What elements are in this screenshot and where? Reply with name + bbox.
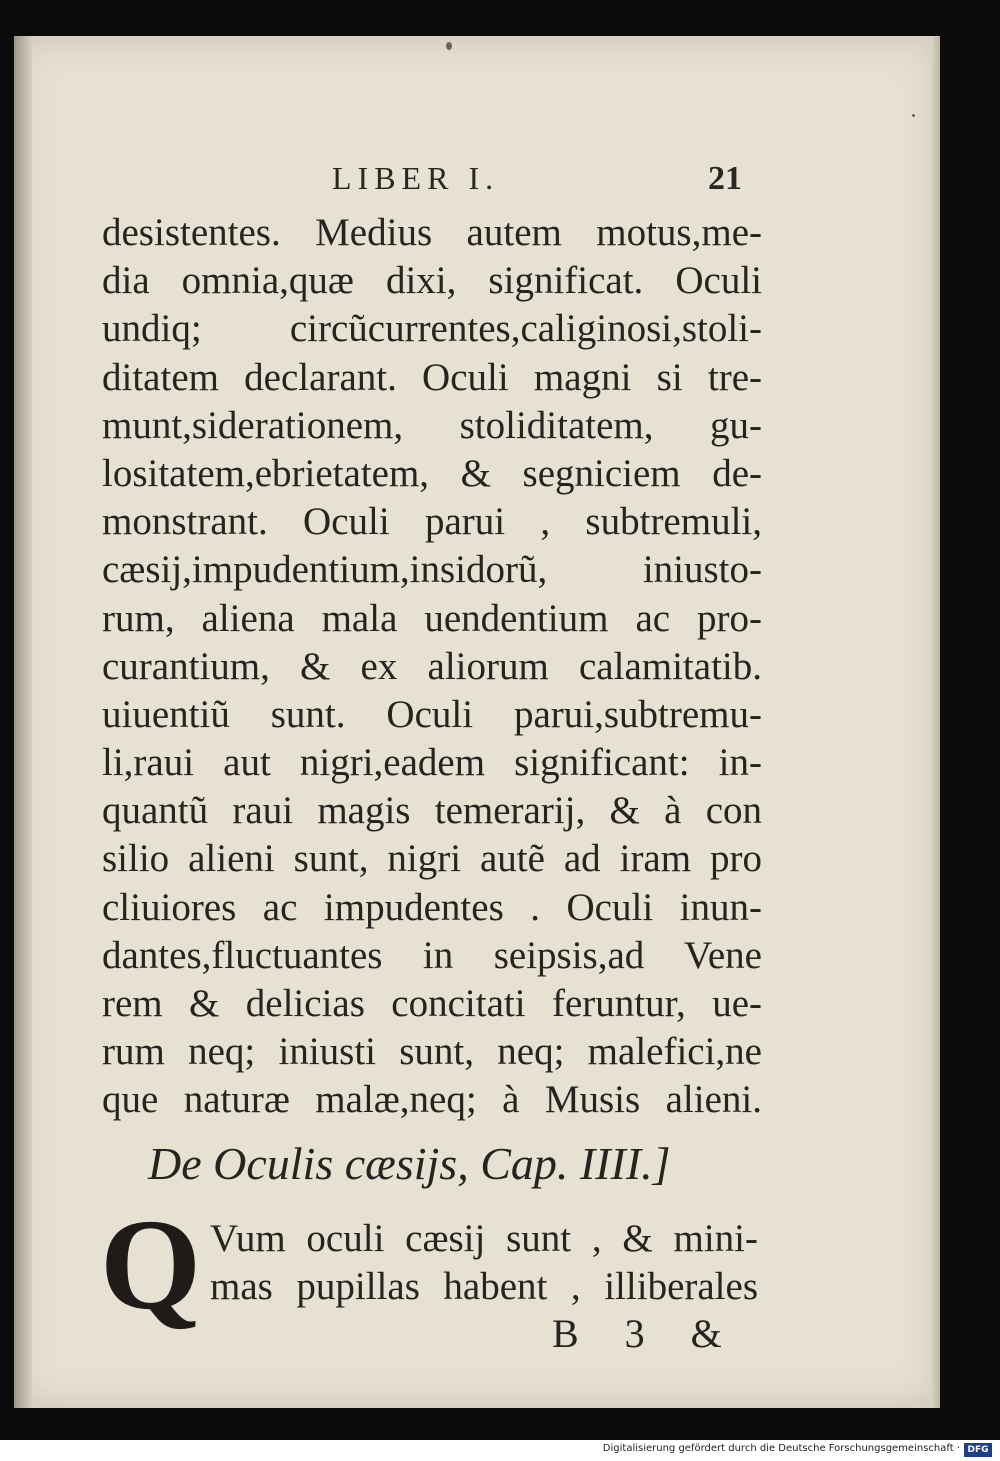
text-line: munt,siderationem, stoliditatem, gu- bbox=[102, 403, 762, 447]
text-line: mas pupillas habent , illiberales bbox=[210, 1265, 758, 1309]
page-edge bbox=[930, 36, 940, 1408]
dfg-logo: DFG bbox=[964, 1443, 992, 1457]
drop-cap-initial: Q bbox=[100, 1193, 202, 1337]
text-line: undiq; circũcurrentes,caliginosi,stoli- bbox=[102, 307, 762, 351]
chapter-heading: De Oculis cæsijs, Cap. IIII.] bbox=[148, 1138, 671, 1189]
text-line: curantium, & ex aliorum calamitatib. bbox=[102, 644, 762, 688]
text-line: Vum oculi cæsij sunt , & mini- bbox=[210, 1217, 758, 1260]
paper-speck bbox=[446, 42, 452, 50]
page-number: 21 bbox=[708, 160, 742, 197]
text-line: monstrant. Oculi parui , subtremuli, bbox=[102, 500, 762, 544]
footer-credit-bar bbox=[0, 1440, 1000, 1461]
text-line: quantũ raui magis temerarij, & à con bbox=[102, 789, 762, 833]
text-line: dia omnia,quæ dixi, significat. Oculi bbox=[102, 259, 762, 303]
text-line: cæsij,impudentium,insidorũ, iniusto- bbox=[102, 548, 762, 592]
running-head: LIBER I. bbox=[332, 160, 500, 196]
text-line: rum, aliena mala uendentium ac pro- bbox=[102, 596, 762, 640]
text-line: rum neq; iniusti sunt, neq; malefici,ne bbox=[102, 1030, 762, 1074]
text-line: uiuentiũ sunt. Oculi parui,subtremu- bbox=[102, 692, 762, 736]
text-line: que naturæ malæ,neq; à Musis alieni. bbox=[102, 1078, 762, 1122]
page-gutter-shadow bbox=[14, 36, 32, 1408]
chapter-opening-text bbox=[210, 1215, 758, 1311]
text-line: li,raui aut nigri,eadem significant: in- bbox=[102, 741, 762, 785]
signature-mark: B 3 & bbox=[552, 1311, 740, 1356]
body-text-block bbox=[102, 209, 762, 1125]
text-line: ditatem declarant. Oculi magni si tre- bbox=[102, 355, 762, 399]
paper-speck bbox=[912, 114, 915, 117]
text-line: cliuiores ac impudentes . Oculi inun- bbox=[102, 885, 762, 929]
text-line: desistentes. Medius autem motus,me- bbox=[102, 211, 762, 254]
page-header bbox=[0, 160, 1000, 200]
text-line: lositatem,ebrietatem, & segniciem de- bbox=[102, 451, 762, 495]
funding-credit: Digitalisierung gefördert durch die Deutsche Forschungsgemeinschaft · bbox=[602, 1443, 960, 1454]
text-line: rem & delicias concitati feruntur, ue- bbox=[102, 982, 762, 1025]
text-line: dantes,fluctuantes in seipsis,ad Vene bbox=[102, 933, 762, 977]
text-line: silio alieni sunt, nigri autẽ ad iram pro bbox=[102, 837, 762, 881]
